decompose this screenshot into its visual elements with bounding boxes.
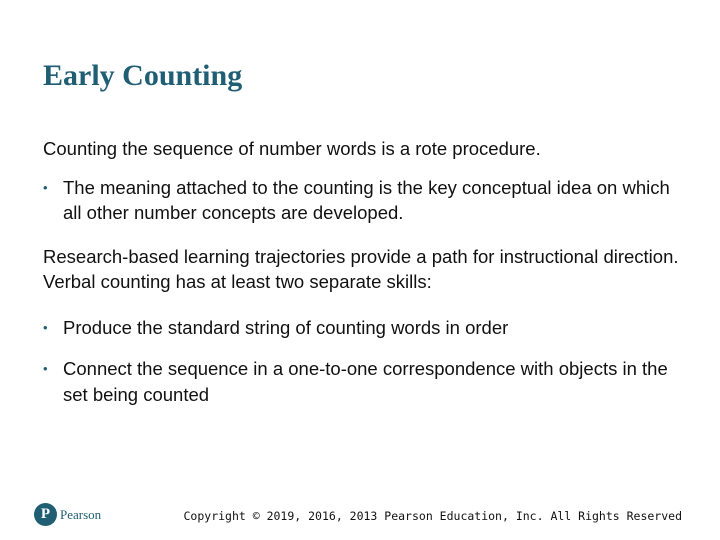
bullet-icon: • bbox=[43, 319, 48, 335]
bullet-text: The meaning attached to the counting is the key conceptual idea on which all other number concepts are developed. bbox=[63, 176, 670, 223]
research-paragraph: Research-based learning trajectories provide a path for instructional direction. Verbal counting has at least two separate skills: bbox=[43, 245, 679, 292]
bullet-item bbox=[43, 175, 683, 226]
pearson-mark-icon: P bbox=[34, 503, 57, 526]
pearson-logo bbox=[34, 503, 101, 526]
pearson-wordmark: Pearson bbox=[60, 506, 102, 522]
copyright-notice: Copyright © 2019, 2016, 2013 Pearson Education, Inc. All Rights Reserved bbox=[183, 509, 682, 523]
bullet-text: Produce the standard string of counting words in order bbox=[63, 316, 509, 338]
intro-paragraph: Counting the sequence of number words is a rote procedure. bbox=[43, 138, 541, 159]
bullet-icon: • bbox=[43, 361, 48, 376]
bullet-item bbox=[43, 356, 683, 407]
slide-body bbox=[43, 136, 683, 407]
bullet-text: Connect the sequence in a one-to-one correspondence with objects in the set being counted bbox=[63, 358, 668, 405]
bullet-item bbox=[43, 315, 683, 341]
bullet-icon: • bbox=[43, 179, 48, 195]
slide-title: Early Counting bbox=[43, 59, 243, 92]
